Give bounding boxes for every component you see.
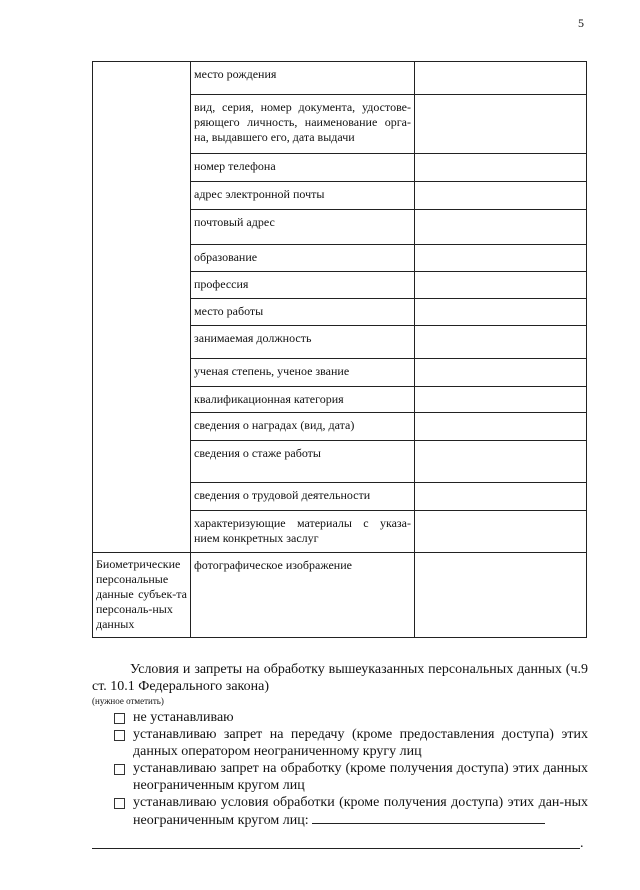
value-cell[interactable] bbox=[415, 182, 587, 210]
value-cell[interactable] bbox=[415, 245, 587, 272]
checkbox-icon[interactable] bbox=[114, 713, 125, 724]
option-label: устанавливаю запрет на обработку (кроме получения доступа) этих данных неограниченным кругом лиц bbox=[133, 761, 588, 793]
value-cell[interactable] bbox=[415, 62, 587, 95]
value-cell[interactable] bbox=[415, 441, 587, 483]
option-label bbox=[133, 794, 588, 829]
value-cell[interactable] bbox=[415, 413, 587, 441]
page-number: 5 bbox=[578, 16, 584, 30]
value-cell[interactable] bbox=[415, 326, 587, 359]
option-processing-ban[interactable] bbox=[112, 760, 588, 794]
value-cell[interactable] bbox=[415, 359, 587, 387]
table-row bbox=[93, 553, 587, 638]
item-email: адрес электронной почты bbox=[191, 182, 415, 210]
option-label-text: устанавливаю условия обработки (кроме получения доступа) этих дан-ных неограниченным кругом лиц: bbox=[133, 795, 588, 828]
checkbox-icon[interactable] bbox=[114, 730, 125, 741]
item-education: образование bbox=[191, 245, 415, 272]
value-cell[interactable] bbox=[415, 299, 587, 326]
conditions-options bbox=[112, 709, 588, 829]
item-identity-document: вид, серия, номер документа, удостове-ряющего личность, наименование орга-на, выдавшего его, дата выдачи bbox=[191, 95, 415, 154]
checkbox-icon[interactable] bbox=[114, 798, 125, 809]
value-cell[interactable] bbox=[415, 272, 587, 299]
option-transfer-ban[interactable] bbox=[112, 726, 588, 760]
value-cell[interactable] bbox=[415, 95, 587, 154]
item-postal-address: почтовый адрес bbox=[191, 210, 415, 245]
item-workplace: место работы bbox=[191, 299, 415, 326]
item-photo: фотографическое изображение bbox=[191, 553, 415, 638]
end-mark: . bbox=[580, 836, 584, 851]
value-cell[interactable] bbox=[415, 154, 587, 182]
item-experience: сведения о стаже работы bbox=[191, 441, 415, 483]
item-work-history: сведения о трудовой деятельности bbox=[191, 483, 415, 511]
conditions-fill-line[interactable] bbox=[312, 811, 545, 824]
item-awards: сведения о наградах (вид, дата) bbox=[191, 413, 415, 441]
selection-note: (нужное отметить) bbox=[92, 696, 164, 706]
conditions-fill-line-2[interactable] bbox=[92, 848, 580, 849]
value-cell[interactable] bbox=[415, 387, 587, 413]
value-cell[interactable] bbox=[415, 483, 587, 511]
option-processing-conditions[interactable] bbox=[112, 794, 588, 829]
checkbox-icon[interactable] bbox=[114, 764, 125, 775]
personal-data-table bbox=[92, 61, 587, 638]
item-qualification: квалификационная категория bbox=[191, 387, 415, 413]
table-row bbox=[93, 62, 587, 95]
category-biometric: Биометрические персональные данные субъек-та персональ-ных данных bbox=[93, 553, 191, 638]
item-phone: номер телефона bbox=[191, 154, 415, 182]
category-cell-continued bbox=[93, 62, 191, 553]
option-label: устанавливаю запрет на передачу (кроме предоставления доступа) этих данных оператором неограниченному кругу лиц bbox=[133, 727, 588, 759]
option-label: не устанавливаю bbox=[133, 710, 234, 725]
option-none[interactable] bbox=[112, 709, 588, 726]
item-degree: ученая степень, ученое звание bbox=[191, 359, 415, 387]
conditions-title bbox=[92, 661, 588, 695]
item-characterizing-materials: характеризующие материалы с указа-нием конкретных заслуг bbox=[191, 511, 415, 553]
item-position: занимаемая должность bbox=[191, 326, 415, 359]
conditions-title-text: Условия и запреты на обработку вышеуказанных персональных данных (ч.9 ст. 10.1 Федерального закона) bbox=[92, 662, 588, 694]
value-cell[interactable] bbox=[415, 511, 587, 553]
value-cell[interactable] bbox=[415, 210, 587, 245]
item-profession: профессия bbox=[191, 272, 415, 299]
item-birthplace: место рождения bbox=[191, 62, 415, 95]
value-cell[interactable] bbox=[415, 553, 587, 638]
